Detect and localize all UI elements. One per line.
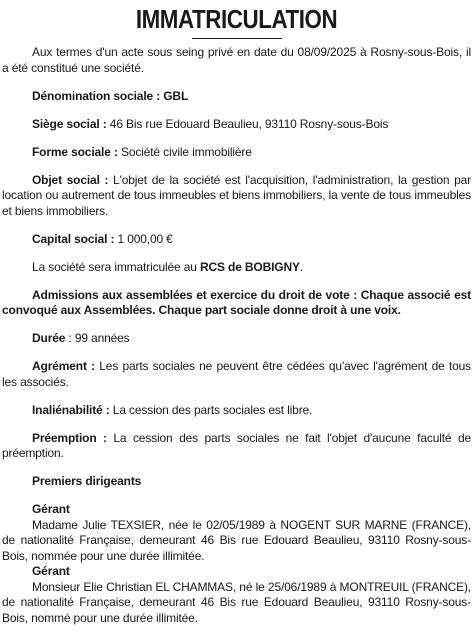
capital-paragraph (2, 232, 471, 248)
capital-value: 1 000,00 € (114, 231, 173, 246)
inalienabilite-label: Inaliénabilité : (32, 402, 110, 417)
objet-paragraph (2, 173, 471, 220)
siege-paragraph (2, 117, 471, 133)
gerant1-text: Madame Julie TEXSIER, née le 02/05/1989 à NOGENT SUR MARNE (FRANCE), de nationalité Française, demeurant 46 Bis rue Edouard Beaulieu, 93110 Rosny-sous-Bois, nommée pour une durée illimitée. (2, 517, 471, 563)
duree-label: Durée (32, 331, 66, 345)
objet-value: L'objet de la société est l'acquisition, l'administration, la gestion par location ou autrement de tous immeubles et biens immobiliers, la vente de tous immeubles et biens immobiliers. (2, 172, 471, 218)
admissions-paragraph: Admissions aux assemblées et exercice du droit de vote : Chaque associé est convoqué aux Assemblées. Chaque part sociale donne droit à une voix. (2, 287, 471, 317)
dirigeants-heading: Premiers dirigeants (32, 474, 142, 488)
objet-label: Objet social : (32, 172, 109, 187)
siege-label: Siège social : (32, 116, 107, 131)
agrement-value: Les parts sociales ne peuvent être cédées qu'avec l'agrément de tous les associés. (2, 359, 472, 389)
rcs-suffix: . (299, 259, 304, 274)
preemption-label: Préemption : (32, 430, 107, 445)
rcs-value: RCS de BOBIGNY (199, 259, 300, 274)
gerant2-text: Monsieur Elie Christian EL CHAMMAS, né le 25/06/1989 à MONTREUIL (FRANCE), de nationalité Française, demeurant 46 Bis rue Edouard Beaulieu, 93110 Rosny-sous-Bois, nommé pour une durée illimitée. (2, 579, 471, 625)
gerant1-heading: Gérant (32, 502, 70, 516)
duree-value: : 99 années (65, 331, 130, 345)
duree-paragraph (2, 331, 471, 347)
intro-paragraph: Aux termes d'un acte sous seing privé en date du 08/09/2025 à Rosny-sous-Bois, il a été constitué une société. (2, 45, 471, 75)
gerant2-heading: Gérant (32, 564, 70, 578)
preemption-paragraph (2, 431, 471, 462)
preemption-value: La cession des parts sociales ne fait l'objet d'aucune faculté de préemption. (2, 430, 472, 460)
inalienabilite-value: La cession des parts sociales est libre. (109, 402, 313, 417)
rcs-prefix: La société sera immatriculée au (32, 259, 200, 274)
agrement-paragraph (2, 359, 471, 390)
page-title: IMMATRICULATION (135, 4, 338, 34)
rcs-paragraph (2, 260, 471, 276)
siege-value: 46 Bis rue Edouard Beaulieu, 93110 Rosny-sous-Bois (106, 116, 389, 131)
agrement-label: Agrément : (32, 359, 95, 373)
forme-label: Forme sociale : (32, 144, 118, 159)
denomination-label: Dénomination sociale : GBL (32, 88, 189, 103)
inalienabilite-paragraph (2, 403, 471, 419)
denomination-paragraph (2, 89, 471, 105)
forme-value: Société civile immobilière (117, 144, 252, 159)
capital-label: Capital social : (32, 231, 115, 246)
forme-paragraph (2, 145, 471, 161)
